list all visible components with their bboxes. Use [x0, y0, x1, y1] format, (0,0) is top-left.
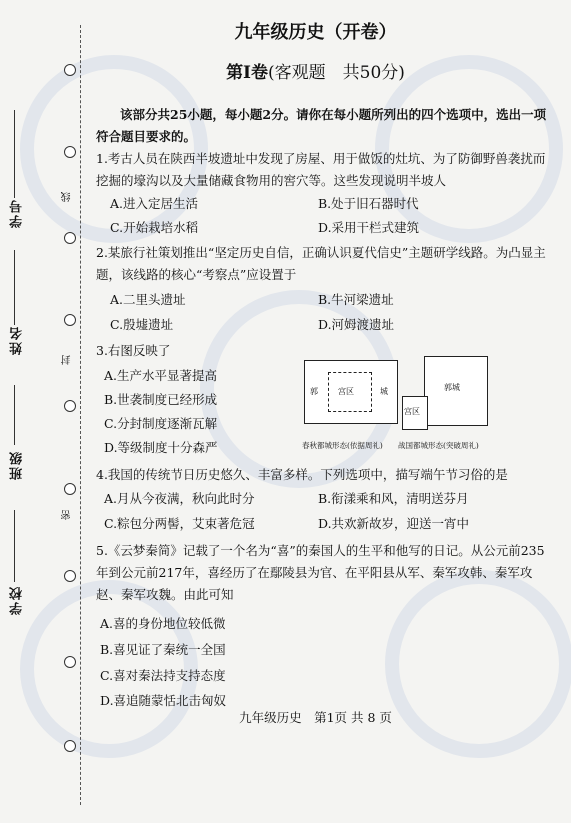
punch-hole-icon [64, 483, 76, 495]
seal-mark: 线 [62, 192, 73, 202]
question-5-option-d: D.喜追随蒙恬北击匈奴 [100, 693, 227, 708]
question-2-option-a: A.二里头遗址 [110, 292, 186, 307]
question-3-option-b: B.世袭制度已经形成 [104, 392, 218, 407]
figure-caption-left: 春秋都城形态(依据周礼) [302, 441, 383, 450]
fill-line [14, 385, 15, 445]
question-5-option-c: C.喜对秦法持支持态度 [100, 668, 226, 683]
figure-label: 宫区 [404, 407, 420, 416]
section-note: (客观题 共50分) [268, 63, 405, 83]
question-4-stem: 4.我国的传统节日历史悠久、丰富多样。下列选项中，描写端午节习俗的是 [96, 467, 508, 482]
question-4-option-a: A.月从今夜满，秋向此时分 [104, 491, 255, 506]
question-4-option-c: C.粽包分两髻，艾束著危冠 [104, 516, 255, 531]
question-1-option-c: C.开始栽培水稻 [110, 220, 199, 235]
question-1-option-a: A.进入定居生活 [110, 196, 199, 211]
fill-line [14, 250, 15, 325]
question-1-stem: 1.考古人员在陕西半坡遗址中发现了房屋、用于做饭的灶坑、为了防御野兽袭扰而挖掘的壕沟以及大量储藏食物用的窖穴等。这些发现说明半坡人 [96, 151, 546, 188]
city-layout-figure [300, 356, 490, 456]
seal-mark: 密 [62, 510, 73, 520]
binding-margin [0, 0, 95, 823]
question-5-stem: 5.《云梦秦简》记载了一个名为“喜”的秦国人的生平和他写的日记。从公元前235年到公元前217年，喜经历了在鄢陵县为官、在平阳县从军、秦军攻韩、秦军攻赵、秦军攻魏。由此可知 [96, 543, 545, 602]
section-heading [0, 58, 571, 83]
question-4-option-d: D.共欢新故岁，迎送一宵中 [318, 516, 470, 531]
question-5-option-b: B.喜见证了秦统一全国 [100, 642, 226, 657]
question-4-option-b: B.衔漾乘和风，清明送芬月 [318, 491, 469, 506]
school-label: 学校 [10, 585, 25, 615]
question-1-option-d: D.采用干栏式建筑 [318, 220, 420, 235]
instructions: 该部分共25小题，每小题2分。请你在每小题所列出的四个选项中，选出一项符合题目要求的。 [96, 107, 547, 144]
question-2-option-b: B.牛河梁遗址 [318, 292, 394, 307]
punch-hole-icon [64, 314, 76, 326]
page-title: 九年级历史（开卷） [234, 22, 397, 43]
question-2-option-d: D.河姆渡遗址 [318, 317, 395, 332]
figure-caption-right: 战国都城形态(突破周礼) [398, 441, 479, 450]
punch-hole-icon [64, 400, 76, 412]
question-3-stem: 3.右图反映了 [96, 343, 171, 358]
figure-label: 郭 [310, 387, 318, 396]
punch-hole-icon [64, 656, 76, 668]
punch-hole-icon [64, 740, 76, 752]
student-id-label: 学号 [10, 198, 25, 228]
name-label: 姓名 [10, 325, 25, 355]
class-label: 班级 [10, 450, 25, 480]
question-3-option-a: A.生产水平显著提高 [104, 368, 218, 383]
question-3-option-d: D.等级制度十分森严 [104, 440, 218, 455]
figure-label: 城 [380, 387, 388, 396]
page-footer: 九年级历史 第1页 共 8 页 [239, 710, 392, 725]
binding-dashed-line [80, 25, 82, 805]
punch-hole-icon [64, 146, 76, 158]
fill-line [14, 510, 15, 582]
question-3-option-c: C.分封制度逐渐瓦解 [104, 416, 218, 431]
question-1-option-b: B.处于旧石器时代 [318, 196, 419, 211]
fill-line [14, 110, 15, 198]
question-2-option-c: C.殷墟遗址 [110, 317, 174, 332]
section-number: 第Ⅰ卷 [226, 63, 269, 83]
punch-hole-icon [64, 232, 76, 244]
figure-label: 宫区 [338, 387, 354, 396]
punch-hole-icon [64, 570, 76, 582]
seal-mark: 封 [62, 355, 73, 365]
question-5-option-a: A.喜的身份地位较低微 [100, 616, 226, 631]
figure-label: 郭城 [444, 383, 460, 392]
question-2-stem: 2.某旅行社策划推出“坚定历史自信，正确认识夏代信史”主题研学线路。为凸显主题，该线路的核心“考察点”应设置于 [96, 245, 546, 282]
